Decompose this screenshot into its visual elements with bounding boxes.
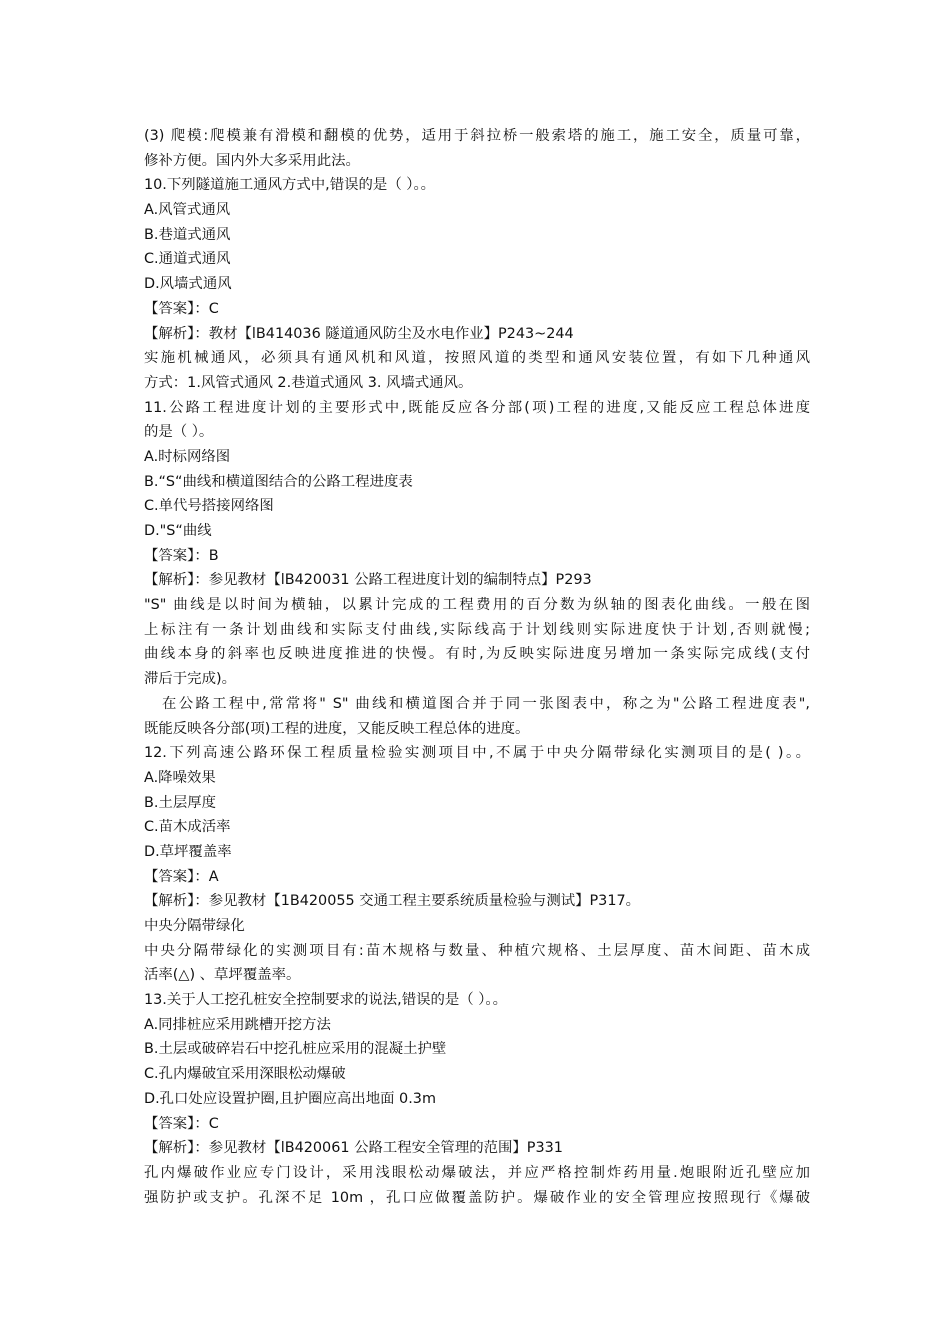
text-line: 既能反映各分部(项)工程的进度，又能反映工程总体的进度。: [144, 720, 530, 737]
text-line: 【答案】：C: [144, 1115, 219, 1132]
text-line: 【解析】：教材【lB414036 隧道通风防尘及水电作业】P243~244: [144, 325, 574, 342]
text-line: 【答案】：B: [144, 547, 219, 564]
text-line: A.同排桩应采用跳槽开挖方法: [144, 1016, 331, 1033]
text-line: 实施机械通风，必须具有通风机和风道，按照风道的类型和通风安装位置，有如下几种通风: [144, 350, 810, 367]
text-line: C.孔内爆破宜采用深眼松动爆破: [144, 1066, 346, 1083]
text-line: 修补方便。国内外大多采用此法。: [144, 152, 360, 169]
text-line: 中央分隔带绿化的实测项目有:苗木规格与数量、种植穴规格、土层厚度、苗木间距、苗木成: [144, 942, 810, 959]
text-line: B.“S“曲线和横道图结合的公路工程进度表: [144, 473, 413, 490]
text-line: 方式：1.风管式通风 2.巷道式通风 3. 风墙式通风。: [144, 374, 473, 391]
text-line: 11.公路工程进度计划的主要形式中,既能反应各分部(项)工程的进度,又能反应工程总体进度: [144, 399, 810, 416]
text-line: C.通道式通风: [144, 251, 231, 268]
text-line: 上标注有一条计划曲线和实际支付曲线,实际线高于计划线则实际进度快于计划,否则就慢;: [144, 621, 810, 638]
text-line: 强防护或支护。孔深不足 10m ，孔口应做覆盖防护。爆破作业的安全管理应按照现行《爆破: [144, 1189, 810, 1206]
text-line: 【答案】：A: [144, 868, 219, 885]
text-line: "S" 曲线是以时间为横轴，以累计完成的工程费用的百分数为纵轴的图表化曲线。一般在图: [144, 597, 810, 614]
text-line: 曲线本身的斜率也反映进度推进的快慢。有时,为反映实际进度另增加一条实际完成线(支付: [144, 646, 810, 663]
text-line: D.风墙式通风: [144, 276, 232, 293]
text-line: C.单代号搭接网络图: [144, 498, 274, 515]
text-line: A.风管式通风: [144, 202, 231, 219]
document-body: [144, 124, 810, 1210]
text-line: 13.关于人工挖孔桩安全控制要求的说法,错误的是（ ）。。: [144, 992, 508, 1009]
text-line: B.巷道式通风: [144, 226, 231, 243]
text-line: B.土层厚度: [144, 794, 217, 811]
text-line: 孔内爆破作业应专门设计，采用浅眼松动爆破法，并应严格控制炸药用量.炮眼附近孔壁应加: [144, 1164, 810, 1181]
text-line: A.时标网络图: [144, 448, 231, 465]
text-line: D.孔口处应设置护圈,且护圈应高出地面 0.3m: [144, 1090, 436, 1107]
text-line: 的是（ ）。: [144, 424, 214, 441]
text-line: 【解析】：参见教材【1B420055 交通工程主要系统质量检验与测试】P317。: [144, 893, 641, 910]
text-line: 滞后于完成)。: [144, 671, 236, 688]
text-line: 【答案】：C: [144, 300, 219, 317]
text-line: C.苗木成活率: [144, 819, 231, 836]
text-line: 中央分隔带绿化: [144, 918, 245, 934]
text-line: 活率(△) 、草坪覆盖率。: [144, 967, 301, 984]
text-line: B.土层或破碎岩石中挖孔桩应采用的混凝土护壁: [144, 1041, 447, 1058]
text-line: D."S“曲线: [144, 523, 212, 539]
text-line: 在公路工程中,常常将" S" 曲线和横道图合并于同一张图表中，称之为"公路工程进度表",: [162, 695, 810, 712]
text-line: (3) 爬模:爬模兼有滑模和翻模的优势，适用于斜拉桥一般索塔的施工，施工安全，质量可靠，: [144, 128, 810, 144]
text-line: 【解析】：参见教材【lB420061 公路工程安全管理的范围】P331: [144, 1140, 563, 1157]
text-line: 【解析】：参见教材【lB420031 公路工程进度计划的编制特点】P293: [144, 572, 592, 589]
text-line: D.草坪覆盖率: [144, 843, 232, 860]
text-line: 10.下列隧道施工通风方式中,错误的是（ ）。。: [144, 177, 436, 194]
text-line: 12.下列高速公路环保工程质量检验实测项目中,不属于中央分隔带绿化实测项目的是( )。。: [144, 745, 810, 762]
text-line: A.降噪效果: [144, 769, 216, 786]
